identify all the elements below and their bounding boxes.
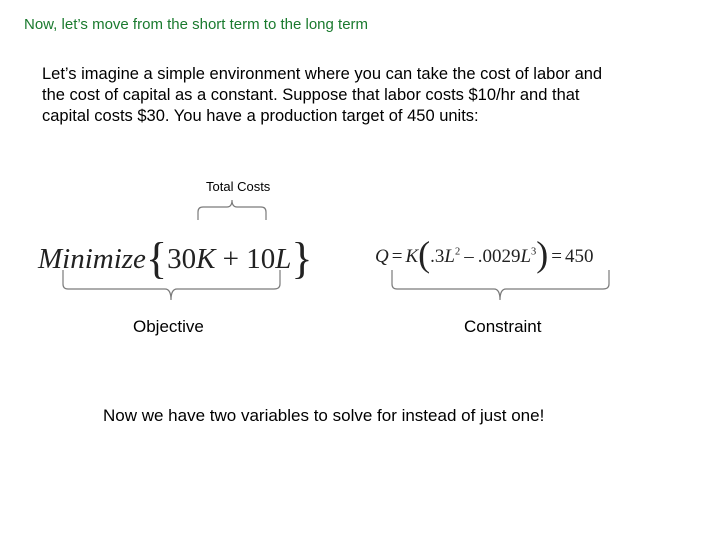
close-paren: ) (536, 234, 549, 274)
intro-line: capital costs $30. You have a production target of 450 units: (42, 107, 479, 125)
equals-sign: = (391, 246, 403, 267)
close-brace: } (291, 234, 313, 283)
term2-variable: L (520, 246, 532, 267)
term1-variable: L (444, 246, 455, 267)
intro-line: Let’s imagine a simple environment where you can take the cost of labor and (42, 65, 603, 83)
objective-label: Objective (133, 317, 204, 336)
open-brace: { (145, 234, 168, 283)
constraint-label: Constraint (464, 317, 542, 336)
term1-coefficient: .3 (430, 246, 445, 267)
total-costs-label: Total Costs (206, 179, 271, 194)
objective-bracket (63, 270, 280, 300)
constraint-bracket (392, 270, 609, 300)
intro-line: the cost of capital as a constant. Suppose that labor costs $10/hr and that (42, 86, 580, 104)
labor-variable: L (275, 243, 292, 275)
minus-sign: – (464, 246, 474, 267)
term2-exponent: 3 (531, 246, 537, 258)
term1-exponent: 2 (454, 246, 461, 258)
total-costs-bracket (198, 200, 266, 220)
open-paren: ( (418, 234, 431, 274)
capital-variable: K (196, 243, 216, 275)
plus-sign: + (222, 243, 240, 275)
bottom-note: Now we have two variables to solve for instead of just one! (103, 406, 545, 425)
capital-coefficient: 30 (167, 243, 197, 275)
minimize-keyword: Minimize (38, 243, 146, 275)
slide-title: Now, let’s move from the short term to the long term (24, 16, 369, 33)
labor-coefficient: 10 (246, 243, 276, 275)
equals-sign: = (551, 246, 562, 267)
term2-coefficient: .0029 (477, 246, 521, 267)
production-target: 450 (564, 246, 594, 267)
capital-variable: K (405, 246, 419, 267)
output-variable: Q (375, 246, 389, 267)
